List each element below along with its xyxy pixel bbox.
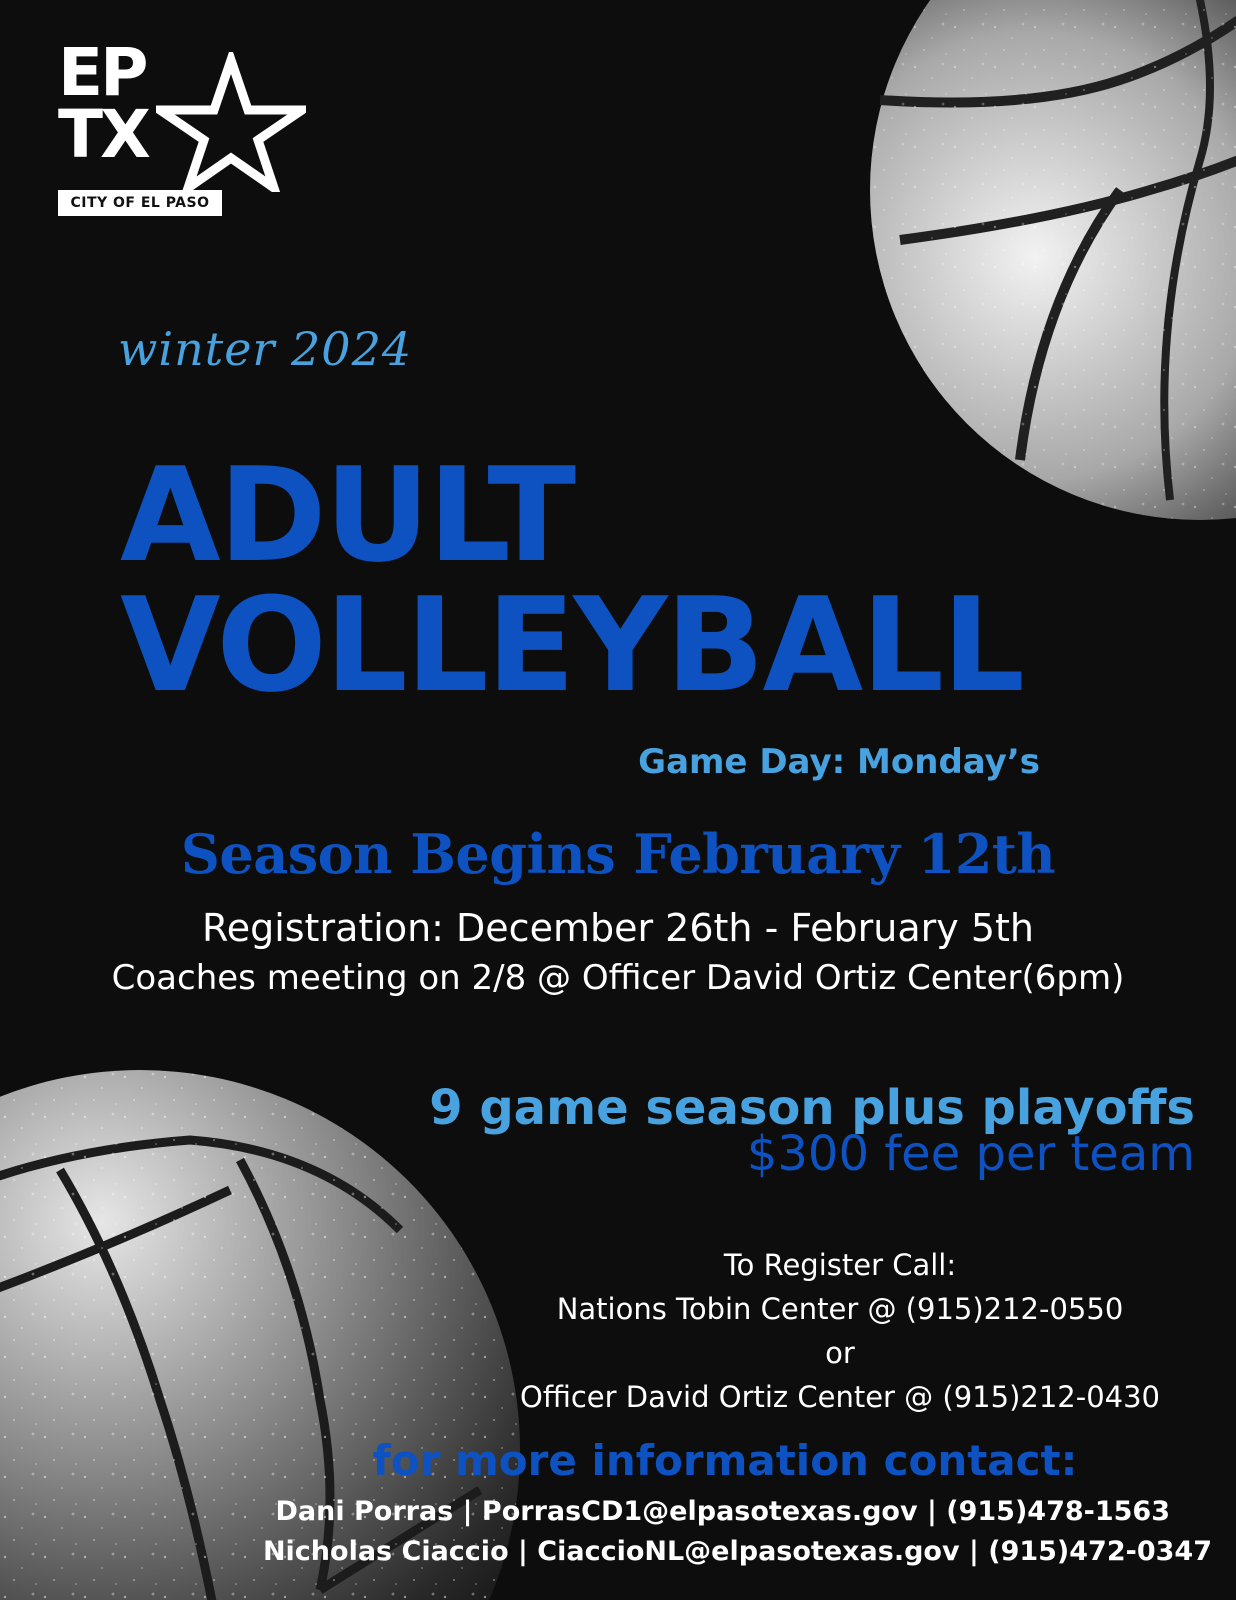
contact-person-2: Nicholas Ciaccio | CiaccioNL@elpasotexas.gov | (915)472-0347 (262, 1536, 1212, 1567)
registration-dates: Registration: December 26th - February 5th (202, 906, 1034, 950)
coaches-meeting: Coaches meeting on 2/8 @ Officer David Ortiz Center(6pm) (111, 958, 1125, 998)
city-logo (58, 34, 258, 220)
register-heading: To Register Call: (723, 1248, 957, 1282)
season-label: winter 2024 (118, 322, 413, 376)
star-icon (156, 52, 306, 192)
logo-city-label: CITY OF EL PASO (58, 190, 222, 216)
season-begins: Season Begins February 12th (180, 822, 1056, 886)
register-center-2: Officer David Ortiz Center @ (915)212-0430 (520, 1380, 1160, 1414)
register-center-1: Nations Tobin Center @ (915)212-0550 (556, 1292, 1124, 1326)
register-or: or (825, 1336, 855, 1370)
contact-heading: for more information contact: (372, 1436, 1078, 1485)
volleyball-image (870, 0, 1236, 520)
logo-text-ep: EP (58, 34, 146, 111)
fee-info: $300 fee per team (746, 1126, 1195, 1182)
game-day: Game Day: Monday’s (638, 742, 1040, 782)
title-line-1: ADULT (120, 439, 575, 591)
title-line-2: VOLLEYBALL (120, 569, 1023, 721)
logo-text-tx: TX (58, 96, 148, 173)
games-info: 9 game season plus playoffs (429, 1080, 1195, 1136)
contact-person-1: Dani Porras | PorrasCD1@elpasotexas.gov | (915)478-1563 (275, 1496, 1170, 1527)
